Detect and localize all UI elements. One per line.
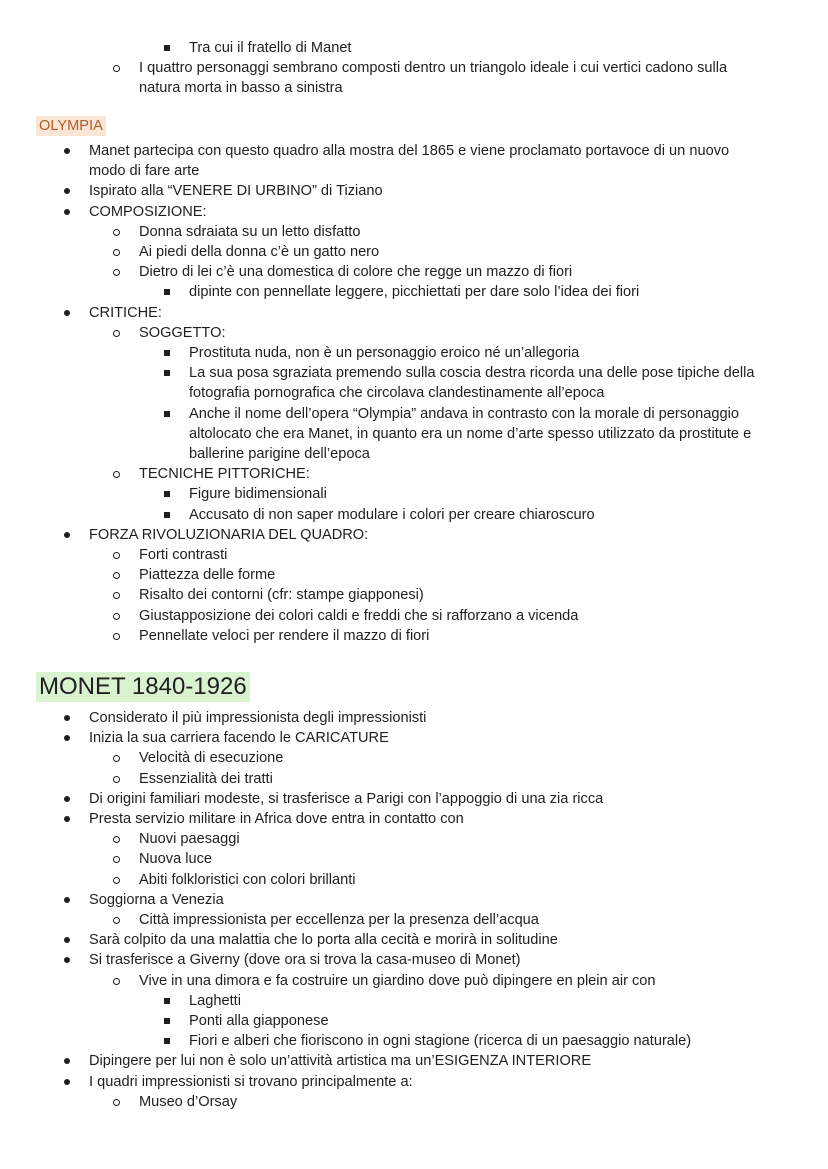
bullet-square-icon	[164, 289, 170, 295]
list-item-text: Considerato il più impressionista degli impressionisti	[89, 710, 427, 726]
list-item-text: dipinte con pennellate leggere, picchiettati per dare solo l’idea dei fiori	[189, 284, 640, 301]
list-item-text: COMPOSIZIONE:	[89, 203, 207, 220]
list-item-text: Si trasferisce a Giverny (dove ora si trova la casa-museo di Monet)	[89, 952, 521, 969]
list-item-text: Dietro di lei c’è una domestica di colore che regge un mazzo di fiori	[139, 264, 573, 281]
bullet-square-icon	[164, 370, 170, 376]
list-item-text: fotografia pornografica che circolava clandestinamente all’epoca	[189, 385, 605, 402]
bullet-square-icon	[164, 1038, 170, 1044]
list-item-text: Donna sdraiata su un letto disfatto	[139, 223, 361, 240]
bullet-circle-icon	[113, 572, 120, 579]
list-item-text: modo di fare arte	[89, 163, 200, 180]
bullet-circle-icon	[113, 592, 120, 599]
list-item-text: Di origini familiari modeste, si trasferisce a Parigi con l’appoggio di una zia ricca	[89, 790, 604, 807]
list-item-text: Laghetti	[189, 992, 241, 1009]
list-item-text: Risalto dei contorni (cfr: stampe giapponesi)	[139, 587, 424, 604]
list-item-text: Soggiorna a Venezia	[89, 891, 224, 908]
list-item-text: Forti contrasti	[139, 547, 228, 563]
list-item-text: Ispirato alla “VENERE DI URBINO” di Tiziano	[89, 183, 383, 200]
bullet-square-icon	[164, 998, 170, 1004]
monet-heading: MONET 1840-1926	[36, 672, 250, 702]
bullet-dot-icon	[64, 735, 70, 741]
bullet-dot-icon	[64, 816, 70, 822]
list-item-text: Vive in una dimora e fa costruire un giardino dove può dipingere en plein air con	[139, 972, 656, 989]
list-item-text: Anche il nome dell’opera “Olympia” andava in contrasto con la morale di personaggio	[189, 405, 740, 422]
list-item-text: Manet partecipa con questo quadro alla mostra del 1865 e viene proclamato portavoce di un nuovo	[89, 143, 730, 159]
bullet-dot-icon	[64, 897, 70, 903]
list-item-text: Ai piedi della donna c’è un gatto nero	[139, 244, 380, 260]
bullet-circle-icon	[113, 269, 120, 276]
bullet-dot-icon	[64, 188, 70, 194]
list-item-text: Giustapposizione dei colori caldi e freddi che si rafforzano a vicenda	[139, 607, 579, 624]
bullet-circle-icon	[113, 633, 120, 640]
list-item-text: Nuovi paesaggi	[139, 831, 240, 848]
bullet-circle-icon	[113, 776, 120, 783]
bullet-circle-icon	[113, 1099, 120, 1106]
bullet-circle-icon	[113, 65, 120, 72]
bullet-circle-icon	[113, 836, 120, 843]
bullet-dot-icon	[64, 310, 70, 316]
list-item-text: Essenzialità dei tratti	[139, 770, 273, 787]
list-item-text: ballerine parigine dell’epoca	[189, 446, 370, 462]
list-item-text: Città impressionista per eccellenza per la presenza dell’acqua	[139, 912, 539, 928]
list-item-text: Prostituta nuda, non è un personaggio eroico né un’allegoria	[189, 345, 580, 361]
list-item-text: Sarà colpito da una malattia che lo porta alla cecità e morirà in solitudine	[89, 932, 558, 949]
bullet-dot-icon	[64, 148, 70, 154]
bullet-circle-icon	[113, 917, 120, 924]
bullet-square-icon	[164, 491, 170, 497]
bullet-circle-icon	[113, 471, 120, 478]
list-item-text: I quadri impressionisti si trovano principalmente a:	[89, 1073, 413, 1090]
list-item-text: altolocato che era Manet, in quanto era un nome d’arte spesso utilizzato da prostitute e	[189, 425, 752, 442]
list-item-text: FORZA RIVOLUZIONARIA DEL QUADRO:	[89, 526, 369, 543]
list-item-text: natura morta in basso a sinistra	[139, 80, 343, 97]
bullet-dot-icon	[64, 1079, 70, 1085]
bullet-circle-icon	[113, 552, 120, 559]
bullet-dot-icon	[64, 209, 70, 215]
list-item-text: Ponti alla giapponese	[189, 1013, 329, 1029]
olympia-heading: OLYMPIA	[36, 116, 106, 136]
list-item-text: Abiti folkloristici con colori brillanti	[139, 871, 356, 888]
bullet-square-icon	[164, 45, 170, 51]
bullet-dot-icon	[64, 796, 70, 802]
bullet-dot-icon	[64, 957, 70, 963]
list-item-text: Accusato di non saper modulare i colori per creare chiaroscuro	[189, 506, 595, 523]
bullet-circle-icon	[113, 978, 120, 985]
list-item-text: SOGGETTO:	[139, 324, 226, 341]
bullet-square-icon	[164, 350, 170, 356]
list-item-text: Figure bidimensionali	[189, 486, 327, 503]
bullet-dot-icon	[64, 937, 70, 943]
bullet-square-icon	[164, 1018, 170, 1024]
bullet-circle-icon	[113, 877, 120, 884]
bullet-dot-icon	[64, 1058, 70, 1064]
list-item-text: Fiori e alberi che fioriscono in ogni stagione (ricerca di un paesaggio naturale)	[189, 1033, 692, 1050]
list-item-text: Velocità di esecuzione	[139, 750, 284, 767]
list-item-text: TECNICHE PITTORICHE:	[139, 466, 310, 483]
bullet-dot-icon	[64, 715, 70, 721]
list-item-text: Dipingere per lui non è solo un’attività artistica ma un’ESIGENZA INTERIORE	[89, 1053, 592, 1070]
list-item-text: CRITICHE:	[89, 304, 162, 321]
list-item-text: Pennellate veloci per rendere il mazzo di fiori	[139, 627, 430, 644]
list-item-text: Tra cui il fratello di Manet	[189, 40, 352, 56]
bullet-dot-icon	[64, 532, 70, 538]
list-item-text: Presta servizio militare in Africa dove entra in contatto con	[89, 811, 464, 827]
list-item-text: Nuova luce	[139, 851, 213, 868]
list-item-text: Inizia la sua carriera facendo le CARICATURE	[89, 730, 389, 747]
list-item-text: La sua posa sgraziata premendo sulla coscia destra ricorda una delle pose tipiche della	[189, 365, 755, 382]
bullet-circle-icon	[113, 856, 120, 863]
bullet-circle-icon	[113, 249, 120, 256]
bullet-square-icon	[164, 411, 170, 417]
bullet-circle-icon	[113, 755, 120, 762]
list-item-text: Piattezza delle forme	[139, 567, 276, 584]
bullet-circle-icon	[113, 229, 120, 236]
list-item-text: I quattro personaggi sembrano composti dentro un triangolo ideale i cui vertici cadono sulla	[139, 60, 728, 77]
bullet-circle-icon	[113, 330, 120, 337]
bullet-circle-icon	[113, 613, 120, 620]
bullet-square-icon	[164, 512, 170, 518]
list-item-text: Museo d’Orsay	[139, 1093, 238, 1110]
